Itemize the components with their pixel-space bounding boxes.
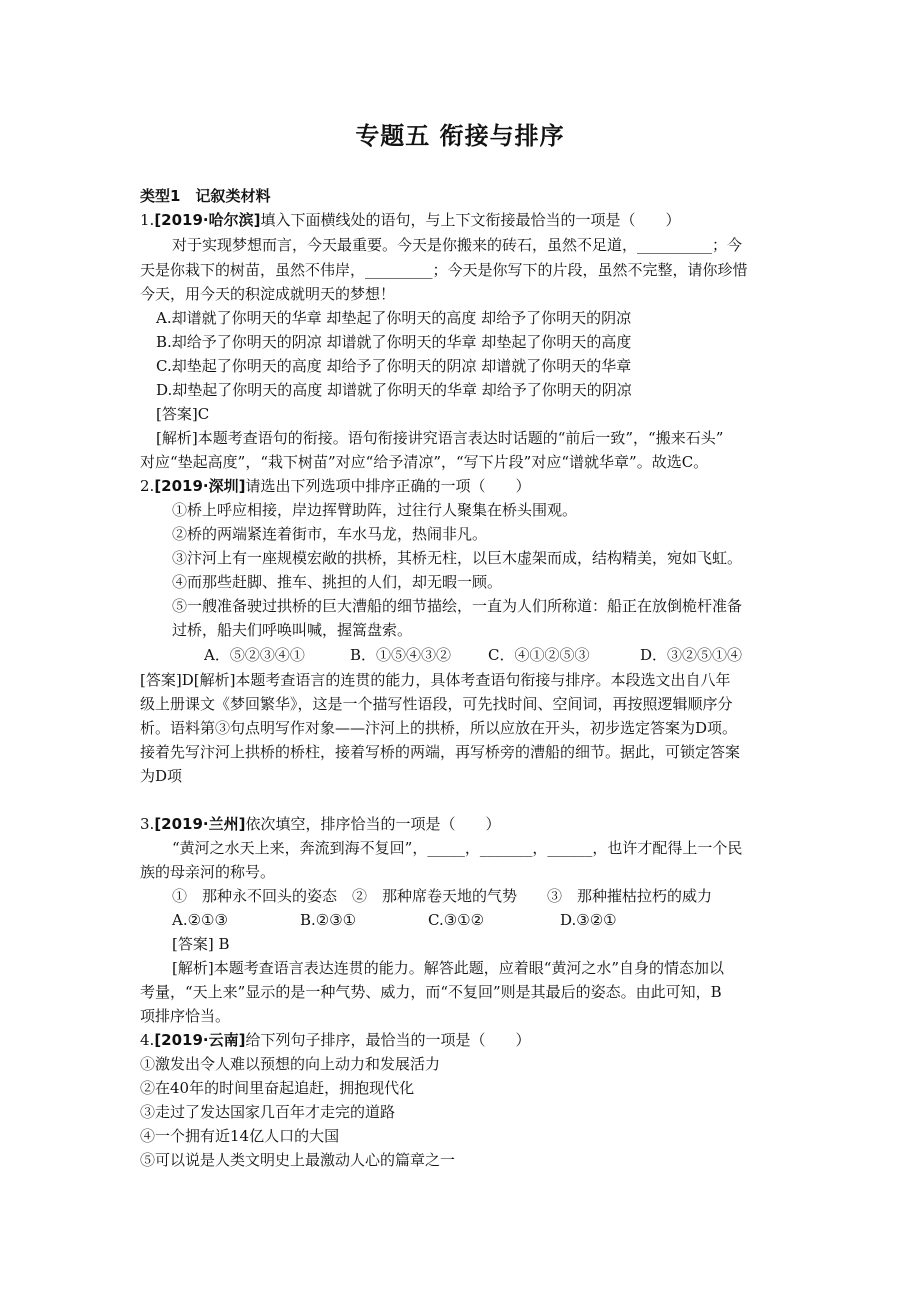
q2-option-c: C．④①②⑤③	[488, 646, 590, 664]
q2-analysis-line: 为D项	[140, 767, 183, 785]
q3-answer: [答案] B	[172, 935, 230, 953]
question-text: 依次填空，排序恰当的一项是（ ）	[245, 815, 501, 833]
question-2-stem	[140, 476, 531, 496]
q1-passage-line: 今天，用今天的积淀成就明天的梦想！	[140, 285, 396, 303]
q2-analysis-line: [答案]D[解析]本题考查语言的连贯的能力，具体考查语句衔接与排序。本段选文出自八年	[140, 671, 731, 689]
question-number: 1.	[140, 211, 155, 229]
q1-answer: [答案]C	[156, 405, 210, 423]
q3-analysis-line: [解析]本题考查语言表达连贯的能力。解答此题，应着眼“黄河之水”自身的情态加以	[172, 959, 725, 977]
q2-item: ④而那些赶脚、推车、挑担的人们，却无暇一顾。	[172, 573, 503, 591]
q3-option-a: A.②①③	[172, 911, 228, 929]
q2-analysis-line: 析。语料第③句点明写作对象——汴河上的拱桥，所以应放在开头，初步选定答案为D项。	[140, 719, 738, 737]
q1-analysis-line: 对应“垫起高度”，“栽下树苗”对应“给予清凉”，“写下片段”对应“谱就华章”。故选C。	[140, 453, 709, 471]
q4-item: ①激发出令人难以预想的向上动力和发展活力	[140, 1055, 441, 1073]
q2-option-b: B．①⑤④③②	[350, 646, 452, 664]
section-heading: 类型1 记叙类材料	[140, 187, 271, 205]
q3-items: ① 那种永不回头的姿态 ② 那种席卷天地的气势 ③ 那种摧枯拉朽的威力	[172, 887, 713, 905]
q1-option-d: D.却垫起了你明天的高度 却谱就了你明天的华章 却给予了你明天的阴凉	[156, 381, 632, 399]
q1-passage-line: 天是你栽下的树苗，虽然不伟岸，_________；今天是你写下的片段，虽然不完整，请你珍惜	[140, 261, 748, 279]
q2-option-d: D．③②⑤①④	[640, 646, 743, 664]
q3-option-b: B.②③①	[300, 911, 357, 929]
q4-item: ③走过了发达国家几百年才走完的道路	[140, 1103, 396, 1121]
q2-analysis-line: 接着先写汴河上拱桥的桥柱，接着写桥的两端，再写桥旁的漕船的细节。据此，可锁定答案	[140, 743, 741, 761]
q3-passage-line: “黄河之水天上来，奔流到海不复回”，_____，_______，______，也许才配得上一个民	[172, 839, 743, 857]
question-number: 2.	[140, 477, 155, 495]
q2-analysis-line: 级上册课文《梦回繁华》，这是一个描写性语段，可先找时间、空间词，再按照逻辑顺序分	[140, 695, 733, 713]
question-4-stem	[140, 1030, 531, 1050]
q2-item: ⑤一艘准备驶过拱桥的巨大漕船的细节描绘，一直为人们所称道：船正在放倒桅杆准备	[172, 597, 743, 615]
question-number: 3.	[140, 815, 155, 833]
q4-item: ④一个拥有近14亿人口的大国	[140, 1127, 340, 1145]
question-1-stem	[140, 210, 681, 230]
q2-item: ①桥上呼应相接，岸边挥臂助阵，过往行人聚集在桥头围观。	[172, 501, 578, 519]
q3-analysis-line: 项排序恰当。	[140, 1007, 231, 1025]
question-text: 给下列句子排序，最恰当的一项是（ ）	[245, 1031, 531, 1049]
question-text: 请选出下列选项中排序正确的一项（ ）	[245, 477, 531, 495]
source-tag: [2019·兰州]	[154, 815, 246, 833]
source-tag: [2019·云南]	[154, 1031, 246, 1049]
q1-passage-line: 对于实现梦想而言，今天最重要。今天是你搬来的砖石，虽然不足道，__________；今	[172, 236, 743, 254]
q3-passage-line: 族的母亲河的称号。	[140, 863, 276, 881]
q3-analysis-line: 考量，“天上来”显示的是一种气势、威力，而“不复回”则是其最后的姿态。由此可知，B	[140, 983, 722, 1001]
q1-analysis-line: [解析]本题考查语句的衔接。语句衔接讲究语言表达时话题的“前后一致”，“搬来石头”	[156, 429, 724, 447]
q1-option-a: A.却谱就了你明天的华章 却垫起了你明天的高度 却给予了你明天的阴凉	[156, 309, 632, 327]
q3-option-d: D.③②①	[560, 911, 617, 929]
q4-item: ⑤可以说是人类文明史上最激动人心的篇章之一	[140, 1151, 456, 1169]
q3-option-c: C.③①②	[428, 911, 485, 929]
q1-option-c: C.却垫起了你明天的高度 却给予了你明天的阴凉 却谱就了你明天的华章	[156, 357, 632, 375]
q1-option-b: B.却给予了你明天的阴凉 却谱就了你明天的华章 却垫起了你明天的高度	[156, 333, 632, 351]
q4-item: ②在40年的时间里奋起追赶，拥抱现代化	[140, 1079, 415, 1097]
q2-option-a: A．⑤②③④①	[204, 646, 305, 664]
source-tag: [2019·哈尔滨]	[154, 211, 261, 229]
page-title: 专题五 衔接与排序	[355, 122, 565, 150]
q2-item: 过桥，船夫们呼唤叫喊，握篙盘索。	[172, 621, 413, 639]
question-3-stem	[140, 814, 501, 834]
question-text: 填入下面横线处的语句，与上下文衔接最恰当的一项是（ ）	[260, 211, 681, 229]
source-tag: [2019·深圳]	[154, 477, 246, 495]
q2-item: ②桥的两端紧连着街市，车水马龙，热闹非凡。	[172, 525, 488, 543]
q2-item: ③汴河上有一座规模宏敞的拱桥，其桥无柱，以巨木虚架而成，结构精美，宛如飞虹。	[172, 549, 743, 567]
question-number: 4.	[140, 1031, 155, 1049]
